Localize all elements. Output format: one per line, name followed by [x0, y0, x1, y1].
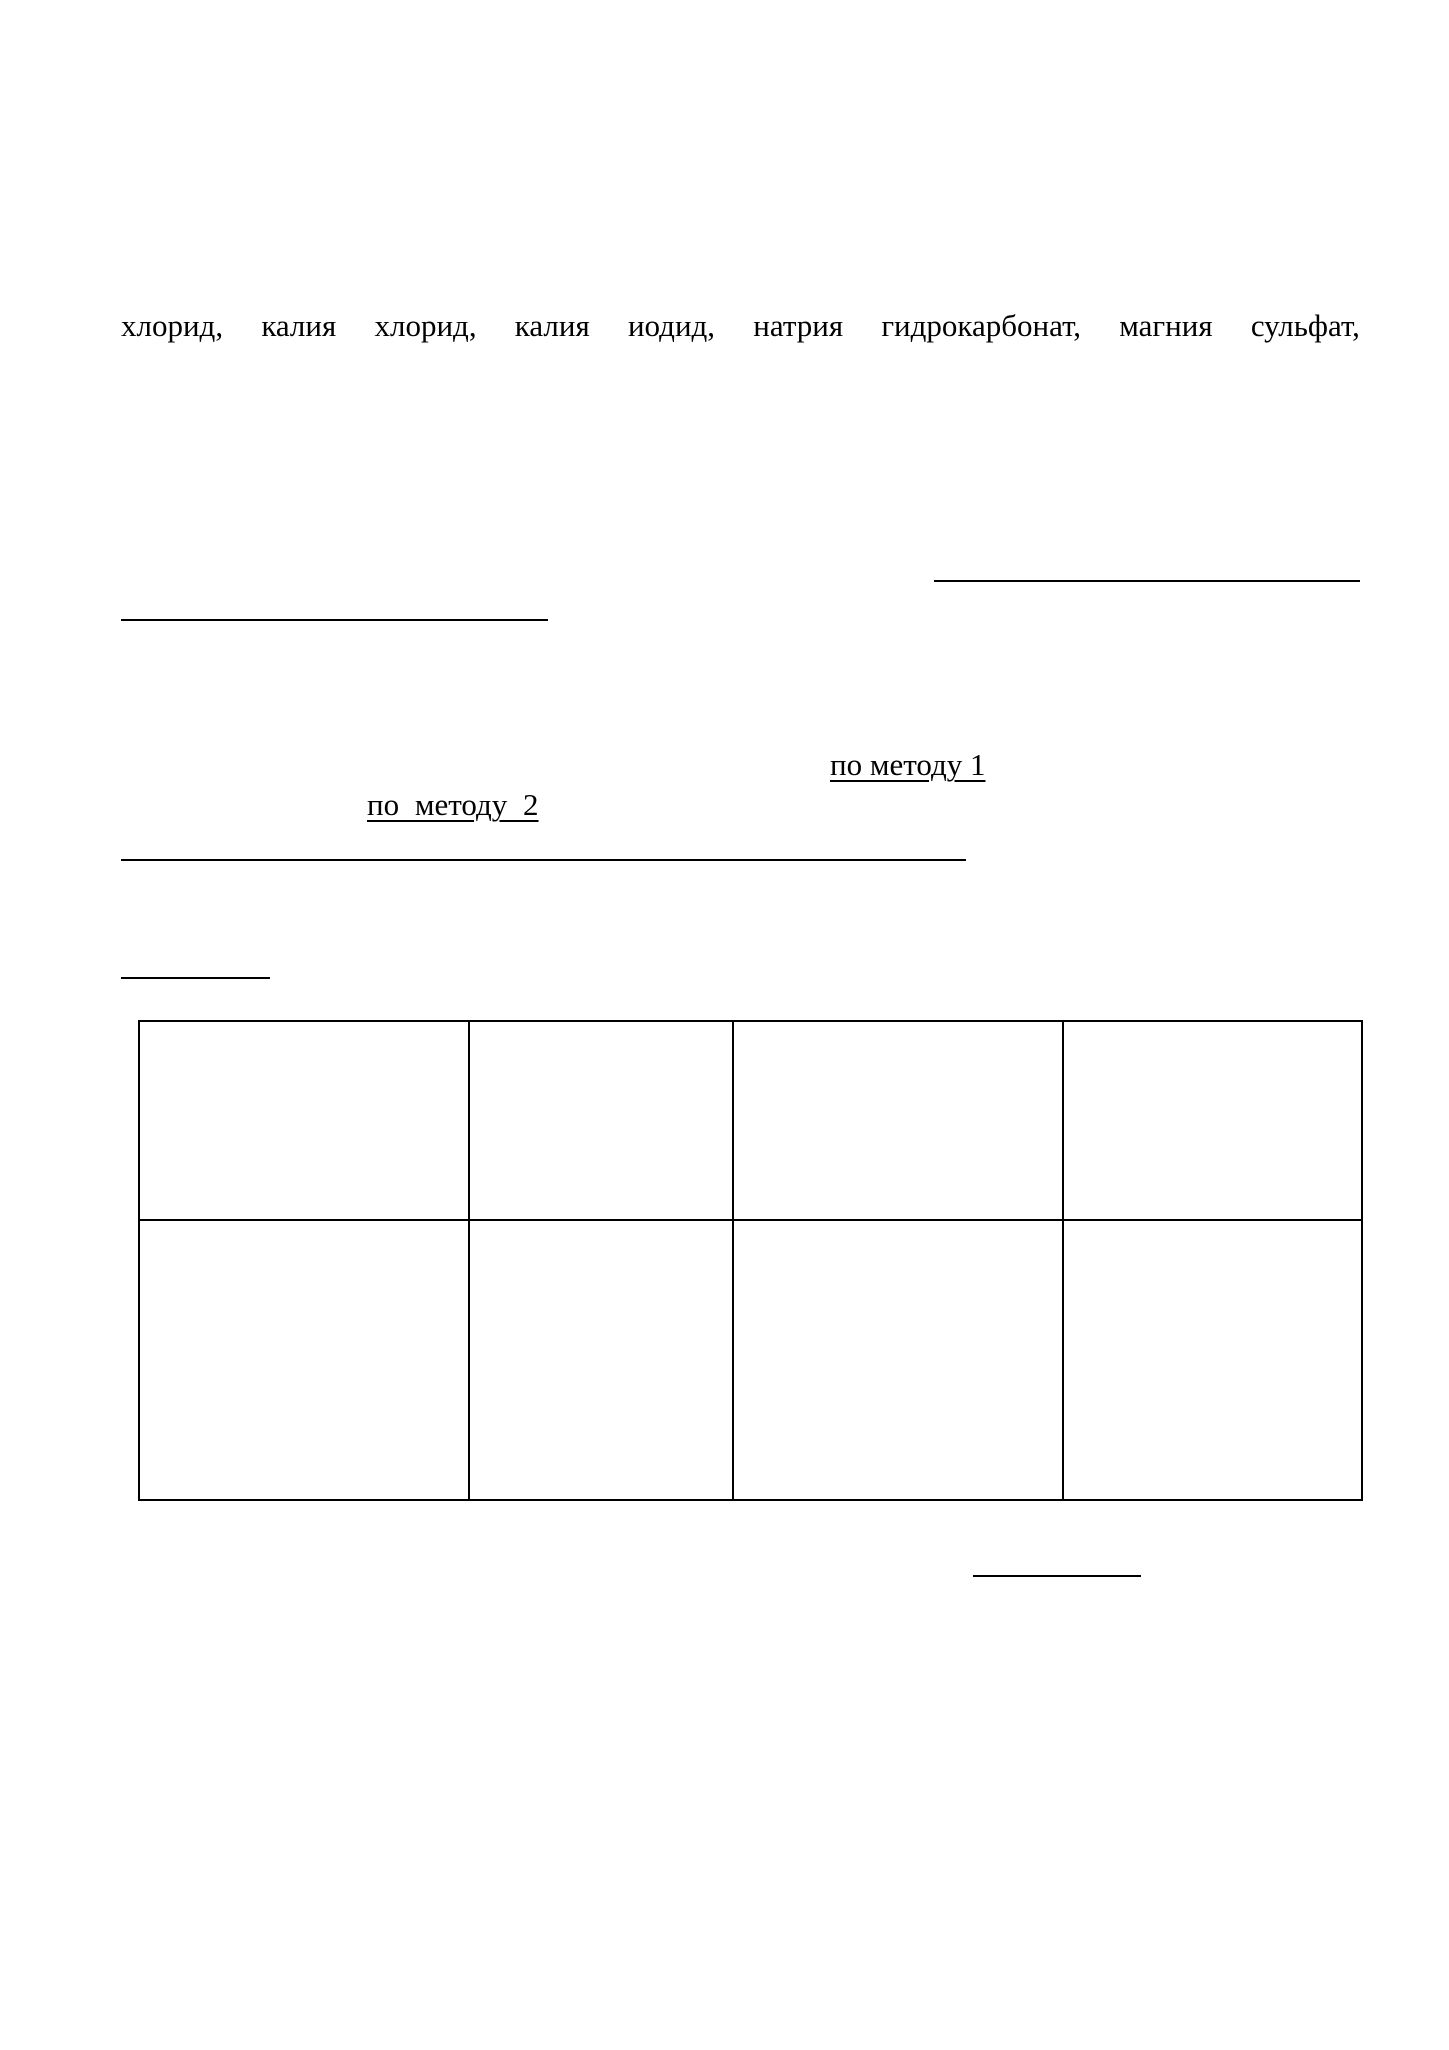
method-2-label: по методу 2 — [367, 787, 539, 822]
blank-fill-line — [121, 859, 966, 861]
word: натрия — [753, 308, 844, 343]
body-text-line — [121, 308, 1360, 344]
blank-fill-line — [934, 580, 1360, 582]
word: иодид, — [627, 308, 716, 343]
table-cell — [1063, 1021, 1362, 1220]
table-cell — [469, 1220, 733, 1500]
word: сульфат, — [1250, 308, 1360, 343]
blank-fill-line — [121, 619, 548, 621]
table-cell — [733, 1021, 1063, 1220]
word: калия — [261, 308, 337, 343]
table-cell — [139, 1220, 469, 1500]
word: хлорид, — [121, 308, 224, 343]
blank-fill-line — [121, 977, 270, 979]
word: гидрокарбонат, — [881, 308, 1082, 343]
table-cell — [139, 1021, 469, 1220]
method-1-label: по методу 1 — [830, 747, 986, 782]
word: калия — [514, 308, 590, 343]
word: хлорид, — [374, 308, 477, 343]
table-row — [139, 1021, 1362, 1220]
table-cell — [733, 1220, 1063, 1500]
word: магния — [1119, 308, 1213, 343]
blank-fill-line — [973, 1575, 1141, 1577]
table-cell — [469, 1021, 733, 1220]
table-cell — [1063, 1220, 1362, 1500]
table-row — [139, 1220, 1362, 1500]
data-table — [138, 1020, 1363, 1501]
